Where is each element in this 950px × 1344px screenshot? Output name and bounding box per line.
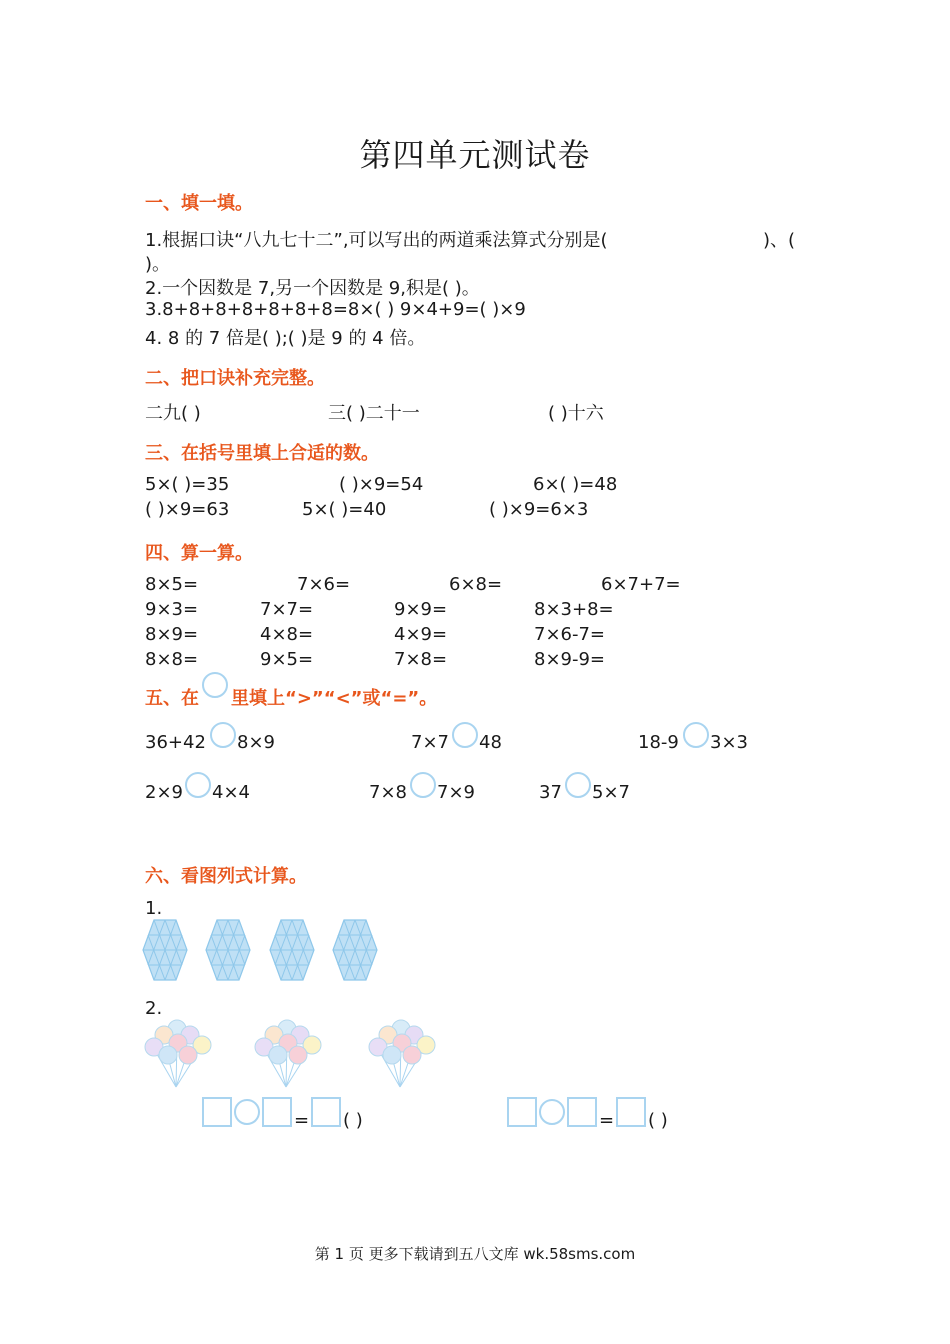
rhyme-item: ( )十六	[548, 403, 604, 424]
compare-left: 36+42	[145, 732, 206, 753]
page-title: 第四单元测试卷	[359, 136, 591, 174]
calc-item: 8×8=	[145, 649, 199, 670]
compare-circle-input[interactable]	[565, 772, 591, 798]
answer-box[interactable]	[507, 1097, 537, 1127]
q1-text-c: )。	[145, 254, 171, 275]
equals-sign: =	[599, 1110, 615, 1131]
calc-item: 8×9-9=	[534, 649, 606, 670]
calc-item: 4×9=	[394, 624, 448, 645]
calc-item: 6×8=	[449, 574, 503, 595]
q1-text-a: 1.根据口诀“八九七十二”,可以写出的两道乘法算式分别是(	[145, 230, 608, 251]
section-3-heading: 三、在括号里填上合适的数。	[145, 443, 379, 464]
calc-item: 9×5=	[260, 649, 314, 670]
q4-text: 4. 8 的 7 倍是( );( )是 9 的 4 倍。	[145, 328, 426, 349]
q2-text: 2.一个因数是 7,另一个因数是 9,积是( )。	[145, 278, 480, 299]
compare-left: 7×8	[369, 782, 407, 803]
calc-item: 8×5=	[145, 574, 199, 595]
calc-item: 8×3+8=	[534, 599, 614, 620]
compare-left: 2×9	[145, 782, 183, 803]
section-5-heading-b: 里填上“>”“<”或“=”。	[231, 688, 438, 709]
operator-circle[interactable]	[539, 1099, 565, 1125]
answer-box[interactable]	[262, 1097, 292, 1127]
operator-circle[interactable]	[234, 1099, 260, 1125]
compare-right: 48	[479, 732, 502, 753]
q3-text: 3.8+8+8+8+8+8+8=8×( ) 9×4+9=( )×9	[145, 299, 526, 320]
compare-left: 7×7	[411, 732, 449, 753]
calc-item: 8×9=	[145, 624, 199, 645]
balloon-bunch-icon	[142, 1019, 214, 1089]
section-4-heading: 四、算一算。	[145, 543, 253, 564]
fill-item: 5×( )=40	[302, 499, 387, 520]
compare-right: 4×4	[212, 782, 250, 803]
compare-right: 3×3	[710, 732, 748, 753]
balloon-bunch-icon	[366, 1019, 438, 1089]
compare-circle-input[interactable]	[683, 722, 709, 748]
answer-box[interactable]	[202, 1097, 232, 1127]
unit-paren: ( )	[648, 1110, 668, 1131]
calc-item: 6×7+7=	[601, 574, 681, 595]
calc-item: 7×6=	[297, 574, 351, 595]
rhyme-item: 二九( )	[145, 403, 201, 424]
q1-text-b: )、(	[763, 230, 796, 251]
answer-box[interactable]	[311, 1097, 341, 1127]
section-6-heading: 六、看图列式计算。	[145, 866, 307, 887]
question-number: 2.	[145, 998, 163, 1019]
compare-left: 18-9	[638, 732, 679, 753]
compare-left: 37	[539, 782, 562, 803]
calc-item: 4×8=	[260, 624, 314, 645]
unit-paren: ( )	[343, 1110, 363, 1131]
balloon-bunch-icon	[252, 1019, 324, 1089]
question-number: 1.	[145, 898, 163, 919]
compare-right: 8×9	[237, 732, 275, 753]
fill-item: ( )×9=54	[339, 474, 424, 495]
calc-item: 7×6-7=	[534, 624, 606, 645]
compare-circle-icon	[202, 672, 228, 698]
calc-item: 9×9=	[394, 599, 448, 620]
compare-circle-input[interactable]	[410, 772, 436, 798]
hexagon-figure-icon	[333, 919, 377, 981]
fill-item: 5×( )=35	[145, 474, 230, 495]
compare-right: 7×9	[437, 782, 475, 803]
compare-right: 5×7	[592, 782, 630, 803]
calc-item: 9×3=	[145, 599, 199, 620]
hexagon-figure-icon	[206, 919, 250, 981]
page-footer: 第 1 页 更多下载请到五八文库 wk.58sms.com	[314, 1245, 636, 1263]
hexagon-figure-icon	[143, 919, 187, 981]
section-5-heading-a: 五、在	[145, 688, 199, 709]
calc-item: 7×7=	[260, 599, 314, 620]
section-2-heading: 二、把口诀补充完整。	[145, 368, 325, 389]
fill-item: ( )×9=63	[145, 499, 230, 520]
section-1-heading: 一、填一填。	[145, 193, 253, 214]
calc-item: 7×8=	[394, 649, 448, 670]
rhyme-item: 三( )二十一	[328, 403, 420, 424]
compare-circle-input[interactable]	[452, 722, 478, 748]
fill-item: ( )×9=6×3	[489, 499, 589, 520]
answer-box[interactable]	[567, 1097, 597, 1127]
fill-item: 6×( )=48	[533, 474, 618, 495]
compare-circle-input[interactable]	[185, 772, 211, 798]
equals-sign: =	[294, 1110, 310, 1131]
compare-circle-input[interactable]	[210, 722, 236, 748]
answer-box[interactable]	[616, 1097, 646, 1127]
hexagon-figure-icon	[270, 919, 314, 981]
